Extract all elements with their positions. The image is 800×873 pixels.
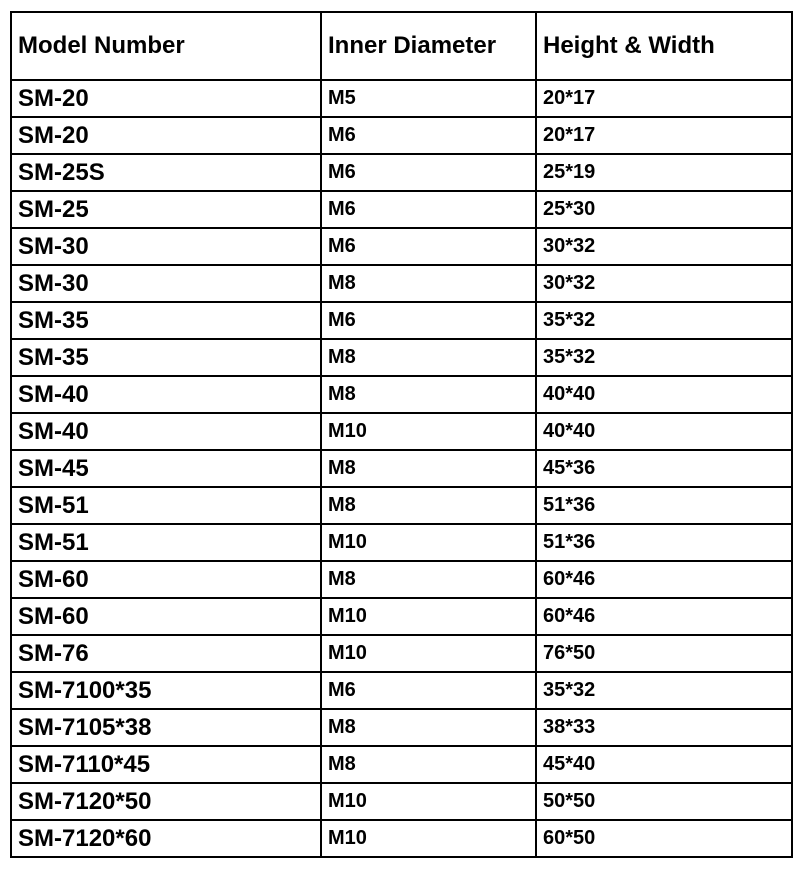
table-header [11,12,792,80]
cell-inner-diameter: M8 [321,709,536,746]
cell-height-width: 45*36 [536,450,792,487]
cell-height-width: 35*32 [536,672,792,709]
cell-inner-diameter: M10 [321,783,536,820]
table-row [11,487,792,524]
table-row [11,117,792,154]
cell-model-number: SM-40 [11,376,321,413]
cell-model-number: SM-40 [11,413,321,450]
cell-height-width: 20*17 [536,80,792,117]
table-row [11,154,792,191]
table-row [11,561,792,598]
cell-inner-diameter: M6 [321,117,536,154]
header-height-width: Height & Width [536,12,792,80]
cell-height-width: 30*32 [536,265,792,302]
table-row [11,746,792,783]
cell-model-number: SM-35 [11,302,321,339]
cell-model-number: SM-76 [11,635,321,672]
cell-height-width: 51*36 [536,524,792,561]
cell-height-width: 25*30 [536,191,792,228]
cell-model-number: SM-60 [11,598,321,635]
cell-inner-diameter: M8 [321,450,536,487]
cell-height-width: 50*50 [536,783,792,820]
cell-model-number: SM-7105*38 [11,709,321,746]
cell-height-width: 51*36 [536,487,792,524]
cell-inner-diameter: M6 [321,672,536,709]
cell-inner-diameter: M6 [321,228,536,265]
header-model-number: Model Number [11,12,321,80]
cell-model-number: SM-7110*45 [11,746,321,783]
cell-height-width: 38*33 [536,709,792,746]
cell-height-width: 45*40 [536,746,792,783]
cell-height-width: 60*50 [536,820,792,857]
cell-height-width: 20*17 [536,117,792,154]
cell-height-width: 30*32 [536,228,792,265]
cell-model-number: SM-45 [11,450,321,487]
cell-inner-diameter: M6 [321,154,536,191]
cell-model-number: SM-60 [11,561,321,598]
table-row [11,709,792,746]
table-row [11,376,792,413]
table-row [11,228,792,265]
cell-height-width: 35*32 [536,339,792,376]
cell-inner-diameter: M8 [321,265,536,302]
table-body [11,80,792,857]
cell-model-number: SM-25S [11,154,321,191]
table-row [11,413,792,450]
cell-height-width: 60*46 [536,598,792,635]
cell-height-width: 25*19 [536,154,792,191]
cell-model-number: SM-7120*60 [11,820,321,857]
table-row [11,339,792,376]
cell-inner-diameter: M6 [321,302,536,339]
cell-height-width: 35*32 [536,302,792,339]
cell-model-number: SM-30 [11,265,321,302]
cell-model-number: SM-25 [11,191,321,228]
cell-model-number: SM-51 [11,487,321,524]
cell-model-number: SM-35 [11,339,321,376]
cell-inner-diameter: M10 [321,598,536,635]
cell-model-number: SM-30 [11,228,321,265]
cell-inner-diameter: M10 [321,524,536,561]
table-row [11,302,792,339]
cell-model-number: SM-20 [11,80,321,117]
cell-height-width: 60*46 [536,561,792,598]
table-row [11,672,792,709]
cell-inner-diameter: M10 [321,635,536,672]
table-row [11,820,792,857]
cell-inner-diameter: M10 [321,413,536,450]
cell-inner-diameter: M8 [321,487,536,524]
cell-model-number: SM-20 [11,117,321,154]
cell-height-width: 40*40 [536,413,792,450]
cell-model-number: SM-7120*50 [11,783,321,820]
cell-inner-diameter: M6 [321,191,536,228]
cell-height-width: 40*40 [536,376,792,413]
cell-height-width: 76*50 [536,635,792,672]
table-row [11,450,792,487]
table-row [11,635,792,672]
cell-inner-diameter: M8 [321,746,536,783]
table-row [11,191,792,228]
table-row [11,598,792,635]
cell-model-number: SM-7100*35 [11,672,321,709]
cell-inner-diameter: M8 [321,376,536,413]
table-row [11,265,792,302]
table-row [11,524,792,561]
cell-inner-diameter: M8 [321,561,536,598]
cell-model-number: SM-51 [11,524,321,561]
header-row [11,12,792,80]
table-row [11,80,792,117]
table-row [11,783,792,820]
cell-inner-diameter: M5 [321,80,536,117]
cell-inner-diameter: M10 [321,820,536,857]
cell-inner-diameter: M8 [321,339,536,376]
spec-table [10,11,793,858]
header-inner-diameter: Inner Diameter [321,12,536,80]
